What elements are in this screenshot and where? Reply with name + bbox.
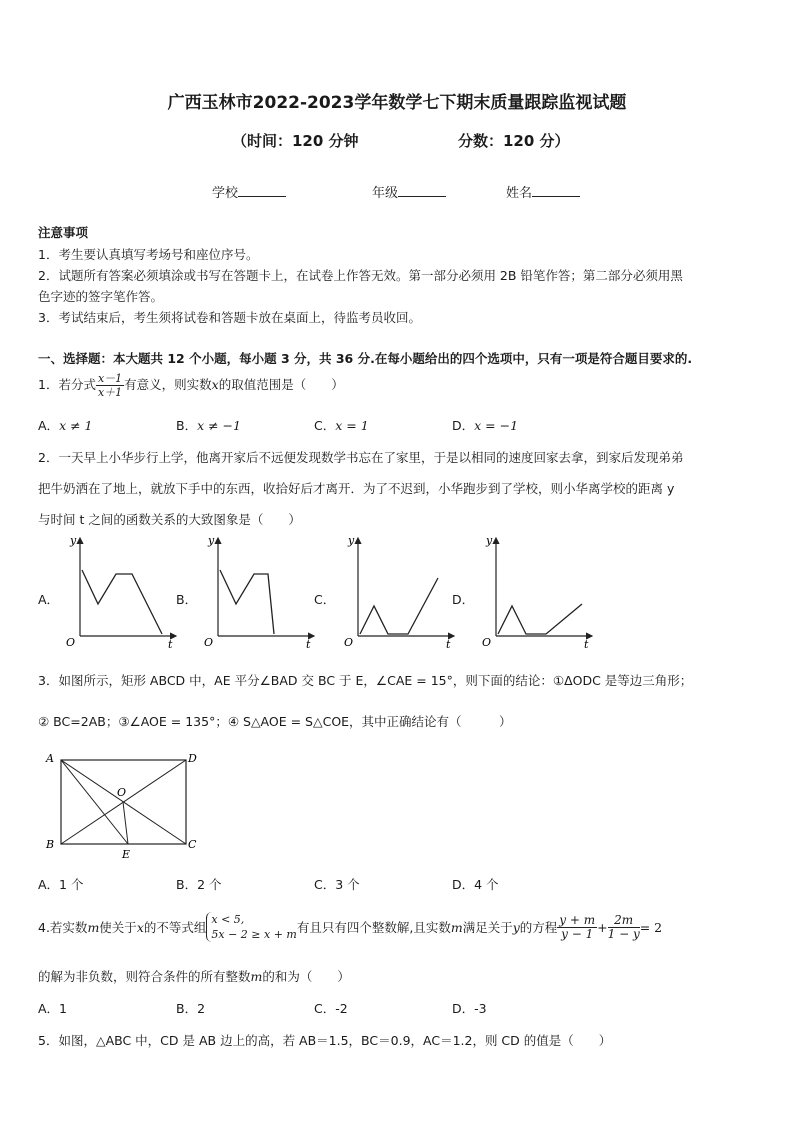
rectangle-figure [40,748,212,862]
origin-label: O [204,636,214,649]
q4-text: 的方程 [519,920,558,935]
q4-fraction-1 [557,914,597,941]
point-c-label: C [188,838,197,851]
q4-text: 满足关于 [462,920,513,935]
q4-fraction-2 [608,914,640,941]
q1-prefix: 1．若分式 [38,377,96,392]
inequality-system [206,912,296,942]
question-5: 5．如图，△ABC 中，CD 是 AB 边上的高，若 AB＝1.5，BC＝0.9，AC＝1.2，则 CD 的值是（ ） [38,1033,612,1048]
q3-line: ② BC=2AB；③∠AOE = 135°；④ S△AOE = S△COE，其中正确结论有（ ） [38,714,512,729]
inequality-1: x < 5, [211,913,245,926]
q4-line2 [38,967,350,985]
x-axis-label: t [584,638,589,650]
q3-option-d[interactable]: D．4 个 [452,877,499,892]
point-b-label: B [46,838,55,851]
x-axis-label: t [446,638,451,650]
graph-curve [498,604,582,634]
q1-option-d[interactable] [452,416,518,434]
question-1 [38,372,344,399]
q4-var-m: m [87,919,100,935]
q1-suffix: 的取值范围是（ ） [218,377,344,392]
q1-middle: 有意义，则实数 [124,377,212,392]
q4-text: 的和为（ ） [262,969,350,984]
q2-line: 把牛奶洒在了地上，就放下手中的东西，收拾好后才离开．为了不迟到，小华跑步到了学校，则小华离学校的距离 y [38,481,675,496]
q3-option-b[interactable]: B．2 个 [176,877,222,892]
option-letter: C． [314,418,336,433]
y-axis-label: y [486,534,493,547]
option-text: x ≠ −1 [197,418,241,433]
option-text: x = 1 [335,418,369,433]
q2-option-c[interactable]: C． [314,592,336,607]
segment-ae [61,760,128,844]
option-letter: B． [176,418,198,433]
notice-item: 2．试题所有答案必须填涂或书写在答题卡上，在试卷上作答无效。第一部分必须用 2B 铅笔作答；第二部分必须用黑 [38,268,683,283]
option-letter: A． [38,418,60,433]
y-axis-label: y [70,534,77,547]
q2-option-d[interactable]: D． [452,592,475,607]
denominator: y − 1 [561,926,594,941]
numerator: 2m [608,914,640,928]
q4-option-c[interactable]: C．-2 [314,1001,348,1016]
q4-text: 使关于 [99,920,137,935]
grade-label: 年级 [372,186,399,201]
notice-heading: 注意事项 [38,225,89,240]
option-text: x = −1 [474,418,519,433]
q3-line: 3．如图所示，矩形 ABCD 中，AE 平分∠BAD 交 BC 于 E，∠CAE = 15°，则下面的结论：①ΔODC 是等边三角形； [38,673,693,688]
q4-option-b[interactable]: B．2 [176,1001,206,1016]
graph-a [60,532,180,650]
x-axis-label: t [306,638,311,650]
notice-item: 色字迹的签字笔作答。 [38,289,164,304]
option-text: x ≠ 1 [59,418,93,433]
origin-label: O [66,636,76,649]
school-label: 学校 [212,186,239,201]
q1-fraction [96,372,124,399]
exam-time: （时间：120 分钟 [232,132,359,150]
q1-option-c[interactable] [314,416,369,434]
q4-option-a[interactable]: A．1 [38,1001,68,1016]
q1-option-b[interactable] [176,416,241,434]
point-o-label: O [117,786,127,799]
numerator: y + m [559,912,596,927]
q1-var: x [211,377,219,392]
q4-equals: = 2 [639,919,663,935]
origin-label: O [344,636,354,649]
graph-b [198,532,318,650]
q1-numerator: x－1 [97,372,123,385]
q1-option-a[interactable] [38,416,93,434]
q4-text: 有且只有四个整数解,且实数 [296,920,451,935]
school-blank[interactable] [238,184,286,197]
graph-d [476,532,596,650]
q2-option-a[interactable]: A． [38,592,60,607]
name-blank[interactable] [532,184,580,197]
question-4 [38,912,662,942]
point-d-label: D [188,752,197,765]
y-axis-label: y [348,534,355,547]
y-axis-label: y [208,534,215,547]
grade-blank[interactable] [398,184,446,197]
exam-title: 广西玉林市2022-2023学年数学七下期末质量跟踪监视试题 [167,93,627,113]
notice-item: 3．考试结束后，考生须将试卷和答题卡放在桌面上，待监考员收回。 [38,310,421,325]
denominator: 1 − y [607,926,640,941]
origin-label: O [482,636,492,649]
graph-c [338,532,458,650]
graph-curve [220,570,274,634]
q4-option-d[interactable]: D．-3 [452,1001,487,1016]
name-field[interactable] [506,182,580,201]
q3-option-c[interactable]: C．3 个 [314,877,360,892]
q3-option-a[interactable]: A．1 个 [38,877,84,892]
q4-var-x: x [136,919,144,935]
point-e-label: E [122,848,131,861]
q2-line: 2．一天早上小华步行上学，他离开家后不远便发现数学书忘在了家里，于是以相同的速度回家去拿，到家后发现弟弟 [38,450,684,465]
graph-curve [360,578,438,634]
q4-var-y: y [512,919,520,935]
q4-var-m: m [250,969,263,984]
q2-line: 与时间 t 之间的函数关系的大致图象是（ ） [38,512,301,527]
name-label: 姓名 [506,186,533,201]
grade-field[interactable] [372,182,446,201]
school-field[interactable] [212,182,286,201]
q1-denominator: x＋1 [97,386,123,399]
exam-score: 分数：120 分） [458,132,570,150]
segment-oe [123,802,128,844]
inequality-2: 5x − 2 ≥ x + m [211,928,297,941]
graph-curve [82,570,162,634]
q4-text: 4.若实数 [38,920,88,935]
q4-text: 的解为非负数，则符合条件的所有整数 [38,969,251,984]
q4-text: 的不等式组 [143,920,207,935]
q4-plus: + [597,919,608,935]
point-a-label: A [46,752,54,765]
section-heading: 一、选择题：本大题共 12 个小题，每小题 3 分，共 36 分.在每小题给出的四个选项中，只有一项是符合题目要求的. [38,351,693,366]
option-letter: D． [452,418,475,433]
q4-var-m: m [450,919,463,935]
q2-option-b[interactable]: B． [176,592,198,607]
notice-item: 1．考生要认真填写考场号和座位序号。 [38,247,259,262]
x-axis-label: t [168,638,173,650]
